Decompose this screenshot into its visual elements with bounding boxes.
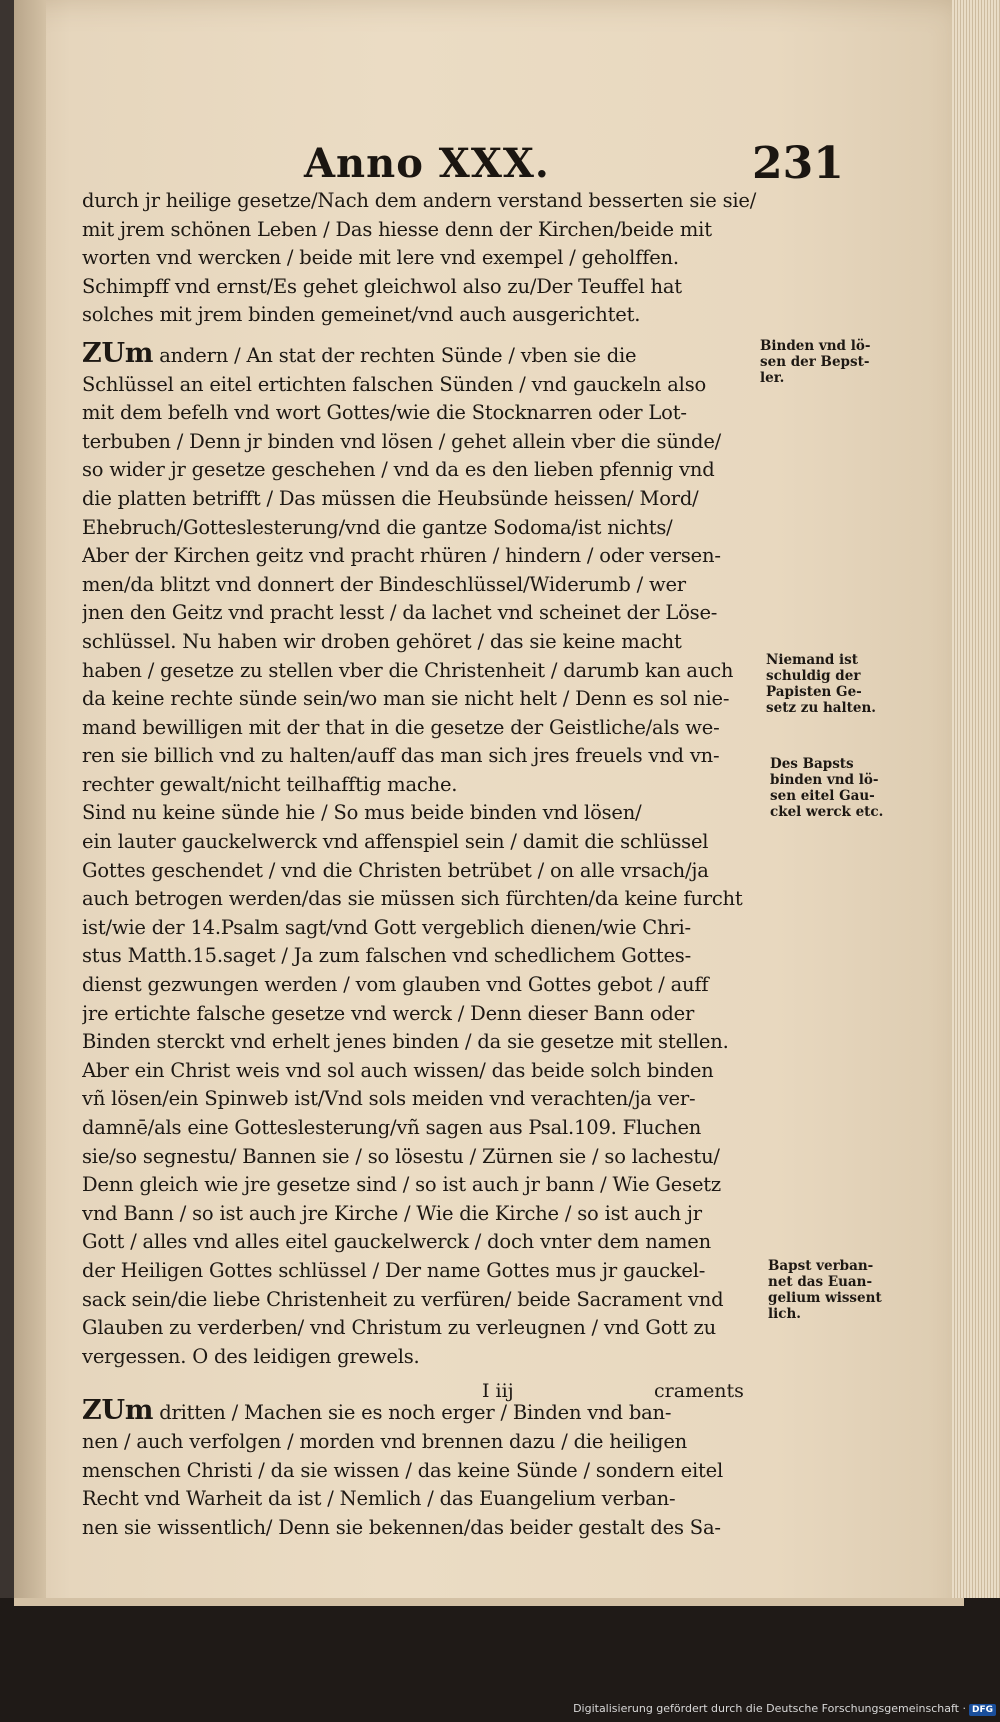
margin-note-line: ler.: [760, 370, 785, 386]
text-line: Ehebruch/Gotteslesterung/vnd die gantze Sodoma/ist nichts/: [82, 515, 673, 539]
margin-note-line: sen eitel Gau-: [770, 788, 875, 804]
text-line: ein lauter gauckelwerck vnd affenspiel sein / damit die schlüssel: [82, 830, 709, 854]
text-line: men/da blitzt vnd donnert der Bindeschlüssel/Widerumb / wer: [82, 572, 686, 596]
page-number: 231: [752, 138, 844, 189]
text-line: der Heiligen Gottes schlüssel / Der name Gottes mus jr gauckel-: [82, 1258, 706, 1282]
text-line: damnē/als eine Gotteslesterung/vñ sagen aus Psal.109. Fluchen: [82, 1116, 702, 1139]
text-line: sack sein/die liebe Christenheit zu verfüren/ beide Sacrament vnd: [82, 1287, 724, 1311]
text-line: Binden sterckt vnd erhelt jenes binden / da sie gesetze mit stellen.: [82, 1030, 729, 1054]
text-line: stus Matth.15.saget / Ja zum falschen vnd schedlichem Gottes-: [82, 944, 692, 968]
text-line: worten vnd wercken / beide mit lere vnd exempel / geholffen.: [82, 246, 679, 270]
page-header: [14, 140, 964, 190]
text-line: menschen Christi / da sie wissen / das keine Sünde / sondern eitel: [82, 1458, 724, 1482]
text-line: mit jrem schönen Leben / Das hiesse denn der Kirchen/beide mit: [82, 217, 712, 241]
line-rest: andern / An stat der rechten Sünde / vben sie die: [153, 343, 637, 367]
body-text: [82, 187, 762, 1542]
text-line: mit dem befelh vnd wort Gottes/wie die Stocknarren oder Lot-: [82, 401, 687, 425]
text-line: ist/wie der 14.Psalm sagt/vnd Gott vergeblich dienen/wie Chri-: [82, 915, 691, 939]
text-line: Glauben zu verderben/ vnd Christum zu verleugnen / vnd Gott zu: [82, 1316, 716, 1340]
credit-text: Digitalisierung gefördert durch die Deutsche Forschungsgemeinschaft ·: [573, 1702, 966, 1715]
margin-note-line: gelium wissent: [768, 1290, 882, 1306]
margin-note-line: lich.: [768, 1306, 801, 1322]
text-line: nen / auch verfolgen / morden vnd brennen dazu / die heiligen: [82, 1429, 688, 1453]
facing-page-edge: [14, 0, 46, 1712]
margin-note: [760, 338, 870, 386]
text-line: Recht vnd Warheit da ist / Nemlich / das Euangelium verban-: [82, 1487, 676, 1511]
margin-note-line: Papisten Ge-: [766, 684, 862, 700]
margin-note-line: Niemand ist: [766, 652, 859, 668]
margin-note-line: Bapst verban-: [768, 1258, 874, 1274]
page-foot-line: [14, 1380, 964, 1408]
margin-note: [766, 652, 876, 716]
running-title: Anno XXX.: [304, 140, 550, 187]
margin-note-line: ckel werck etc.: [770, 804, 884, 820]
margin-note-line: setz zu halten.: [766, 700, 877, 716]
text-line: nen sie wissentlich/ Denn sie bekennen/das beider gestalt des Sa-: [82, 1515, 721, 1539]
book-page: [14, 0, 964, 1712]
text-line: vñ lösen/ein Spinweb ist/Vnd sols meiden vnd verachten/ja ver-: [82, 1087, 696, 1111]
paragraph-1: [82, 187, 762, 330]
signature-mark: I iij: [482, 1380, 514, 1402]
text-line: da keine rechte sünde sein/wo man sie nicht helt / Denn es sol nie-: [82, 687, 730, 711]
paragraph-3: [82, 799, 762, 1371]
margin-note-line: sen der Bepst-: [760, 354, 870, 370]
text-line: vergessen. O des leidigen grewels.: [82, 1344, 420, 1368]
text-line: Gott / alles vnd alles eitel gauckelwerck / doch vnter dem namen: [82, 1230, 711, 1254]
text-line: [82, 340, 762, 371]
text-line: auch betrogen werden/das sie müssen sich fürchten/da keine furcht: [82, 887, 743, 911]
text-line: durch jr heilige gesetze/Nach dem andern verstand besserten sie sie/: [82, 189, 757, 212]
line-rest: dritten / Machen sie es noch erger / Binden vnd ban-: [153, 1401, 672, 1425]
text-line: Denn gleich wie jre gesetze sind / so ist auch jr bann / Wie Gesetz: [82, 1173, 722, 1197]
dfg-logo: DFG: [969, 1704, 996, 1716]
paragraph-2: [82, 340, 762, 800]
margin-note-line: schuldig der: [766, 668, 861, 684]
text-line: Schlüssel an eitel ertichten falschen Sünden / vnd gauckeln also: [82, 372, 707, 396]
text-line: schlüssel. Nu haben wir droben gehöret / das sie keine macht: [82, 629, 682, 653]
margin-note: [770, 756, 883, 820]
text-line: jre ertichte falsche gesetze vnd werck / Denn dieser Bann oder: [82, 1001, 695, 1025]
paragraph-initial: ZUm: [82, 339, 154, 369]
text-line: Aber der Kirchen geitz vnd pracht rhüren / hindern / oder versen-: [82, 544, 721, 568]
text-line: Aber ein Christ weis vnd sol auch wissen/ das beide solch binden: [82, 1058, 714, 1082]
text-line: vnd Bann / so ist auch jre Kirche / Wie die Kirche / so ist auch jr: [82, 1201, 702, 1225]
margin-note-line: net das Euan-: [768, 1274, 873, 1290]
margin-note-line: Binden vnd lö-: [760, 338, 871, 354]
text-line: die platten betrifft / Das müssen die Heubsünde heissen/ Mord/: [82, 486, 699, 510]
text-line: jnen den Geitz vnd pracht lesst / da lachet vnd scheinet der Löse-: [82, 601, 718, 625]
text-line: ren sie billich vnd zu halten/auff das man sich jres freuels vnd vn-: [82, 744, 720, 768]
paragraph-4: [82, 1397, 762, 1542]
margin-note-line: Des Bapsts: [770, 756, 854, 772]
margin-note: [768, 1258, 882, 1322]
text-line: sie/so segnestu/ Bannen sie / so lösestu / Zürnen sie / so lachestu/: [82, 1144, 720, 1168]
text-line: terbuben / Denn jr binden vnd lösen / gehet allein vber die sünde/: [82, 429, 722, 453]
paragraph-gap: [82, 330, 762, 340]
paragraph-initial: ZUm: [82, 1397, 154, 1427]
text-line: dienst gezwungen werden / vom glauben vnd Gottes gebot / auff: [82, 973, 709, 997]
text-line: haben / gesetze zu stellen vber die Christenheit / darumb kan auch: [82, 658, 734, 682]
text-line: Gottes geschendet / vnd die Christen betrübet / on alle vrsach/ja: [82, 858, 709, 882]
book-page-edges: [952, 0, 1000, 1712]
text-line: rechter gewalt/nicht teilhafftig mache.: [82, 772, 458, 796]
book-page-bottom-edge: [14, 1598, 964, 1606]
catchword: craments: [654, 1380, 744, 1402]
digitization-credit: [573, 1702, 996, 1716]
text-line: solches mit jrem binden gemeinet/vnd auch ausgerichtet.: [82, 303, 641, 327]
text-line: mand bewilligen mit der that in die gesetze der Geistliche/als we-: [82, 715, 720, 739]
text-line: Sind nu keine sünde hie / So mus beide binden vnd lösen/: [82, 801, 642, 825]
margin-note-line: binden vnd lö-: [770, 772, 879, 788]
text-line: Schimpff vnd ernst/Es gehet gleichwol also zu/Der Teuffel hat: [82, 274, 682, 298]
text-line: so wider jr gesetze geschehen / vnd da es den lieben pfennig vnd: [82, 458, 715, 482]
